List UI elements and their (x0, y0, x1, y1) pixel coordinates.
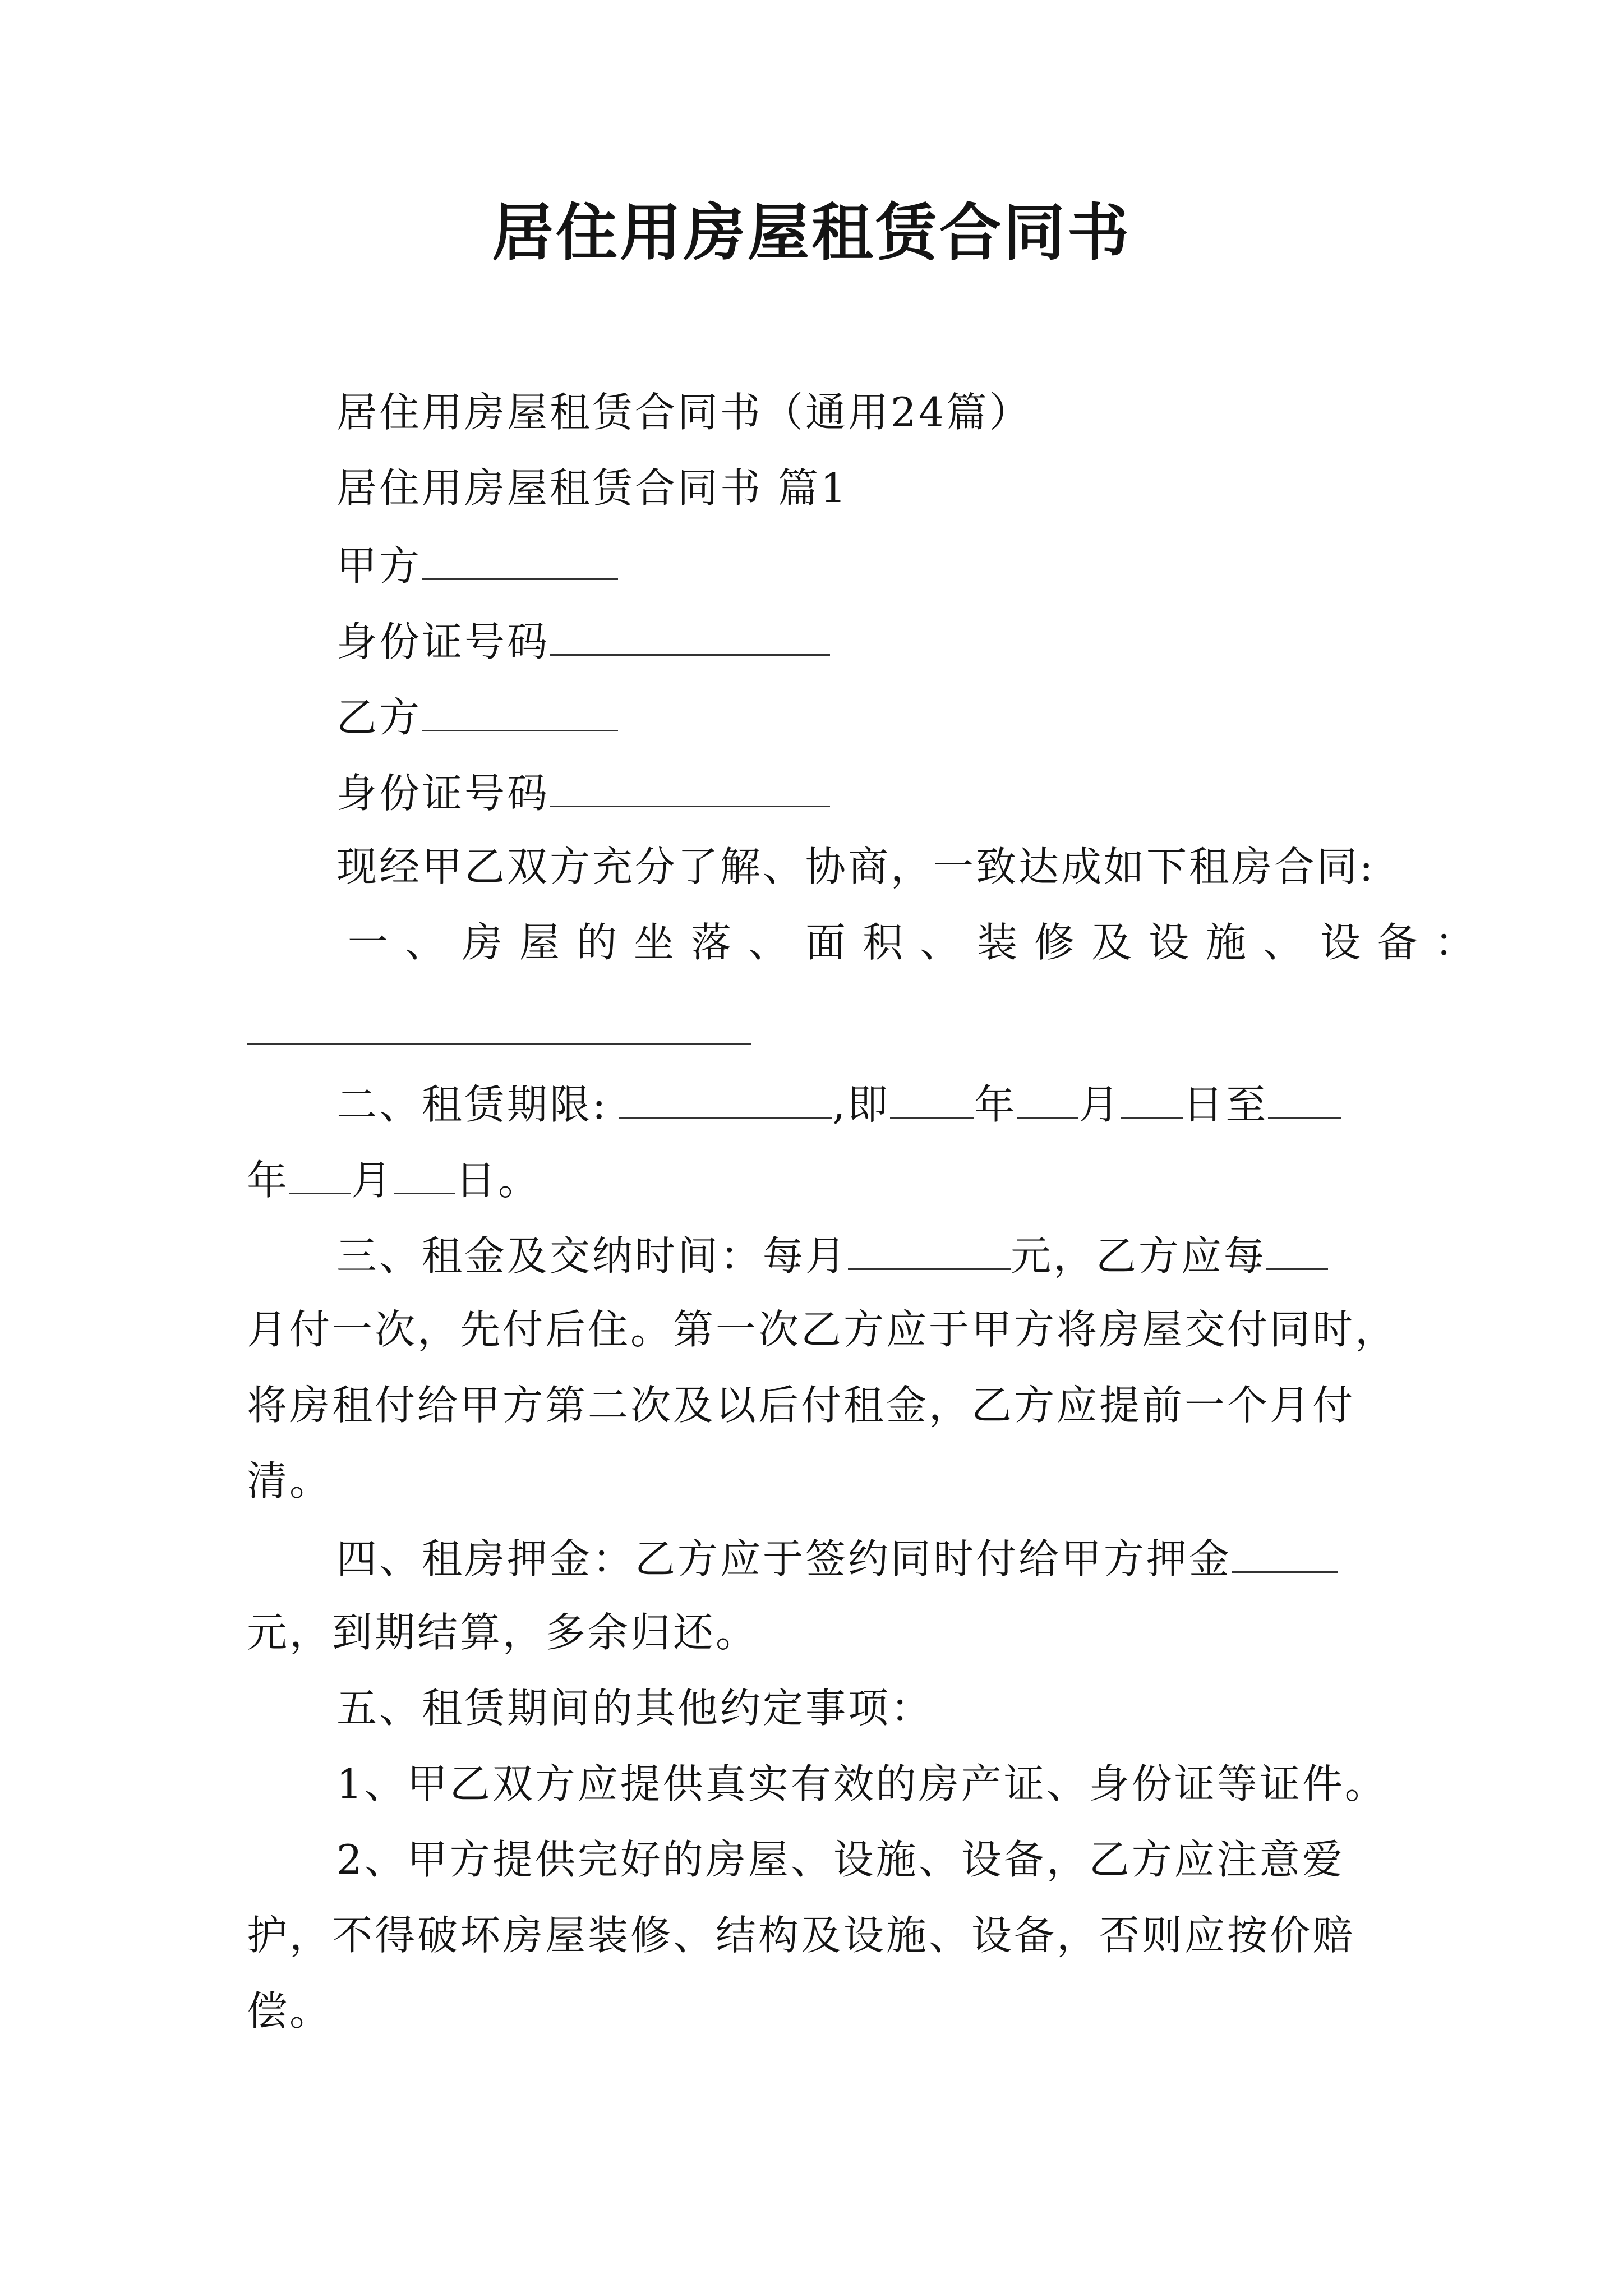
section-4-line-2: 元，到期结算，多余归还。 (247, 1609, 759, 1656)
part-heading: 居住用房屋租赁合同书 篇1 (336, 464, 849, 512)
blank (1232, 1529, 1338, 1573)
blank (394, 1150, 455, 1194)
section-3-line-3: 将房租付给甲方第二次及以后付租金，乙方应提前一个月付 (247, 1382, 1355, 1429)
party-b-id-blank (550, 763, 830, 807)
party-b-id-line (336, 763, 1391, 821)
party-a-id-blank (550, 611, 830, 656)
section-2-text: 日至 (1183, 1081, 1269, 1128)
section-3-text: 元，乙方应每 (1011, 1232, 1267, 1280)
blank (1266, 1226, 1328, 1270)
item-2-line-2: 护，不得破坏房屋装修、结构及设施、设备，否则应按价赔 (247, 1912, 1355, 1959)
section-5: 五、租赁期间的其他约定事项： (336, 1685, 934, 1732)
blank (289, 1150, 351, 1194)
party-b-label: 乙方 (336, 694, 422, 741)
section-2-text: ,即 (832, 1081, 891, 1128)
section-1: 一、房屋的坐落、面积、装修及设施、设备： (348, 919, 1492, 966)
party-b-blank (422, 687, 618, 731)
party-b-line (336, 687, 1391, 746)
party-a-label: 甲方 (336, 542, 422, 590)
section-2-text: 二、租赁期限: (336, 1081, 608, 1128)
section-2-line-1 (336, 1074, 1391, 1133)
item-2-line-3: 偿。 (247, 1987, 333, 2035)
party-a-line (336, 536, 1391, 594)
blank (1121, 1074, 1183, 1119)
party-a-id-line (336, 611, 1391, 670)
item-1: 1、甲乙双方应提供真实有效的房产证、身份证等证件。 (336, 1760, 1387, 1807)
party-a-blank (422, 536, 618, 580)
section-2-text: 日。 (455, 1157, 541, 1204)
blank (1017, 1074, 1078, 1119)
item-2-line-1: 2、甲方提供完好的房屋、设施、设备，乙方应注意爱 (336, 1836, 1345, 1883)
section-4-line-1 (336, 1529, 1391, 1587)
section-3-line-1 (336, 1226, 1391, 1284)
subtitle: 居住用房屋租赁合同书（通用24篇） (336, 389, 1032, 436)
blank (619, 1074, 832, 1119)
section-3-line-4: 清。 (247, 1457, 333, 1504)
section-2-text: 年 (247, 1157, 290, 1204)
section-1-blank (247, 1043, 751, 1045)
section-3-line-2: 月付一次，先付后住。第一次乙方应于甲方将房屋交付同时， (247, 1306, 1398, 1353)
blank (1268, 1074, 1341, 1119)
section-4-text: 四、租房押金：乙方应于签约同时付给甲方押金 (336, 1535, 1232, 1582)
section-3-text: 三、租金及交纳时间：每月 (336, 1232, 849, 1280)
section-2-text: 月 (1078, 1081, 1122, 1128)
document-title: 居住用房屋租赁合同书 (492, 196, 1131, 269)
blank (848, 1226, 1011, 1270)
intro-paragraph: 现经甲乙双方充分了解、协商，一致达成如下租房合同: (336, 843, 1376, 890)
section-2-text: 月 (351, 1157, 394, 1204)
party-b-id-label: 身份证号码 (336, 770, 550, 817)
section-2-text: 年 (974, 1081, 1017, 1128)
blank (890, 1074, 974, 1119)
party-a-id-label: 身份证号码 (336, 618, 550, 665)
section-2-line-2 (247, 1150, 1391, 1208)
